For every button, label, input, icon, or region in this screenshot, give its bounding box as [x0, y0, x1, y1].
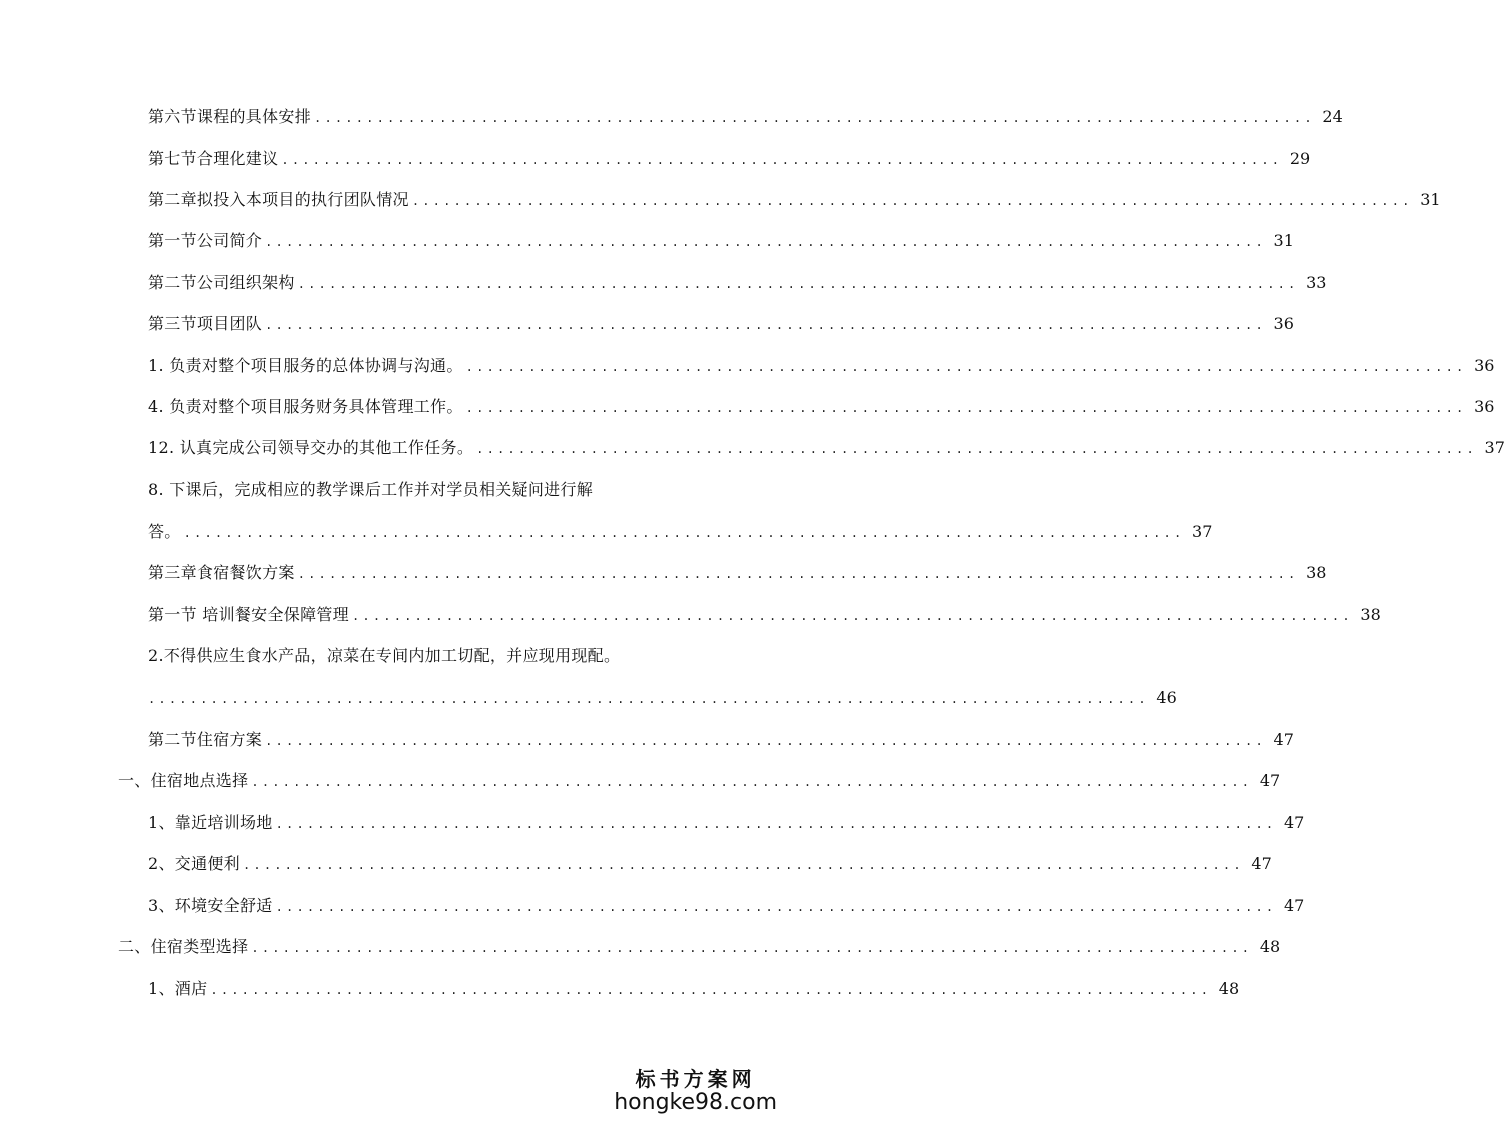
toc-entry[interactable]: [148, 106, 1343, 129]
dot-leader: ................................................................................................: [314, 111, 1315, 125]
dot-leader: ................................................................................................: [210, 983, 1212, 997]
dot-leader: ................................................................................................: [465, 360, 1467, 374]
watermark-name: 标书方案网: [635, 1067, 756, 1091]
toc-entry-title: 第二节公司组织架构: [148, 273, 295, 292]
toc-entry-title: 2.不得供应生食水产品，凉菜在专间内加工切配，并应现用现配。: [148, 646, 621, 665]
toc-entry-title: 第三节项目团队: [148, 314, 263, 333]
dot-leader: ................................................................................................: [281, 153, 1283, 167]
toc-entry-wrapped-first-line[interactable]: [148, 479, 675, 501]
dot-leader: ................................................................................................: [297, 567, 1299, 581]
toc-entry-page: 38: [1360, 605, 1381, 624]
toc-entry-title: 4. 负责对整个项目服务财务具体管理工作。: [148, 397, 463, 416]
dot-leader: ................................................................................................: [242, 858, 1244, 872]
dot-leader: ................................................................................................: [265, 235, 1266, 249]
toc-entry-title: 二、住宿类型选择: [118, 937, 249, 956]
toc-entry[interactable]: [148, 853, 1272, 876]
toc-entry-page: 24: [1322, 107, 1343, 126]
dot-leader: ................................................................................................: [265, 318, 1266, 332]
toc-entry-title: 1、靠近培训场地: [148, 813, 273, 832]
toc-entry-title: 一、住宿地点选择: [118, 771, 249, 790]
toc-entry[interactable]: [148, 230, 1294, 253]
toc-entry-title: 第三章食宿餐饮方案: [148, 563, 295, 582]
toc-entry[interactable]: [148, 729, 1294, 752]
toc-entry-page: 33: [1306, 273, 1327, 292]
toc-entry-title: 第六节课程的具体安排: [148, 107, 312, 126]
dot-leader: ................................................................................................: [251, 775, 1253, 789]
dot-leader: ................................................................................................: [148, 692, 1149, 706]
toc-entry-title: 第二章拟投入本项目的执行团队情况: [148, 190, 409, 209]
toc-entry-title: 答。: [148, 522, 181, 541]
dot-leader: ................................................................................................: [352, 609, 1353, 623]
toc-entry-page: 36: [1273, 314, 1294, 333]
toc-entry-title: 第二节住宿方案: [148, 730, 263, 749]
toc-entry[interactable]: [148, 812, 1305, 835]
toc-entry-page: 47: [1273, 730, 1294, 749]
toc-entry-page: 38: [1306, 563, 1327, 582]
toc-entry[interactable]: [148, 604, 1381, 627]
dot-leader: ................................................................................................: [275, 900, 1277, 914]
toc-entry-title: 8. 下课后，完成相应的教学课后工作并对学员相关疑问进行解: [148, 480, 594, 499]
toc-entry[interactable]: [148, 272, 1327, 295]
dot-leader: ................................................................................................: [411, 194, 1413, 208]
dot-leader: ................................................................................................: [265, 734, 1266, 748]
toc-entry-page: 31: [1420, 190, 1441, 209]
toc-entry[interactable]: [148, 396, 1495, 419]
toc-entry-page: 47: [1284, 896, 1305, 915]
toc-entry-page: 47: [1284, 813, 1305, 832]
toc-entry-page: 29: [1289, 149, 1311, 168]
dot-leader: ................................................................................................: [251, 941, 1253, 955]
toc-entry[interactable]: [148, 313, 1294, 336]
toc-entry[interactable]: [148, 687, 1177, 710]
toc-entry-page: 47: [1259, 771, 1281, 790]
toc-entry-title: 第一节 培训餐安全保障管理: [148, 605, 349, 624]
toc-entry-title: 1、酒店: [148, 979, 208, 998]
toc-entry-title: 2、交通便利: [148, 854, 240, 873]
toc-entry[interactable]: [148, 895, 1305, 918]
toc-entry-title: 12. 认真完成公司领导交办的其他工作任务。: [148, 438, 474, 457]
toc-entry-page: 31: [1273, 231, 1294, 250]
toc-entry[interactable]: [118, 936, 1281, 959]
dot-leader: ................................................................................................: [476, 442, 1477, 456]
toc-entry-wrapped-first-line[interactable]: [148, 645, 675, 667]
toc-entry-title: 第一节公司简介: [148, 231, 263, 250]
watermark: [614, 1063, 777, 1114]
toc-entry-page: 48: [1218, 979, 1240, 998]
toc-entry-page: 47: [1251, 854, 1272, 873]
toc-entry[interactable]: [118, 770, 1281, 793]
toc-entry[interactable]: [148, 521, 1213, 544]
toc-entry[interactable]: [148, 189, 1441, 212]
toc-entry-title: 第七节合理化建议: [148, 149, 279, 168]
toc-entry[interactable]: [148, 148, 1311, 171]
toc-entry-page: 46: [1156, 688, 1177, 707]
watermark-url: hongke98.com: [614, 1090, 777, 1115]
toc-entry[interactable]: [148, 978, 1240, 1001]
toc-entry-page: 37: [1192, 522, 1213, 541]
toc-entry-page: 36: [1474, 397, 1495, 416]
toc-entry-page: 37: [1484, 438, 1505, 457]
toc-entry-page: 48: [1259, 937, 1281, 956]
dot-leader: ................................................................................................: [183, 526, 1185, 540]
toc-entry[interactable]: [148, 562, 1327, 585]
toc-entry-title: 3、环境安全舒适: [148, 896, 273, 915]
toc-entry-page: 36: [1474, 356, 1495, 375]
toc-entry-title: 1. 负责对整个项目服务的总体协调与沟通。: [148, 356, 463, 375]
toc-entry[interactable]: [148, 437, 1505, 460]
dot-leader: ................................................................................................: [465, 401, 1467, 415]
toc-entry[interactable]: [148, 355, 1495, 378]
dot-leader: ................................................................................................: [297, 277, 1299, 291]
dot-leader: ................................................................................................: [275, 817, 1277, 831]
